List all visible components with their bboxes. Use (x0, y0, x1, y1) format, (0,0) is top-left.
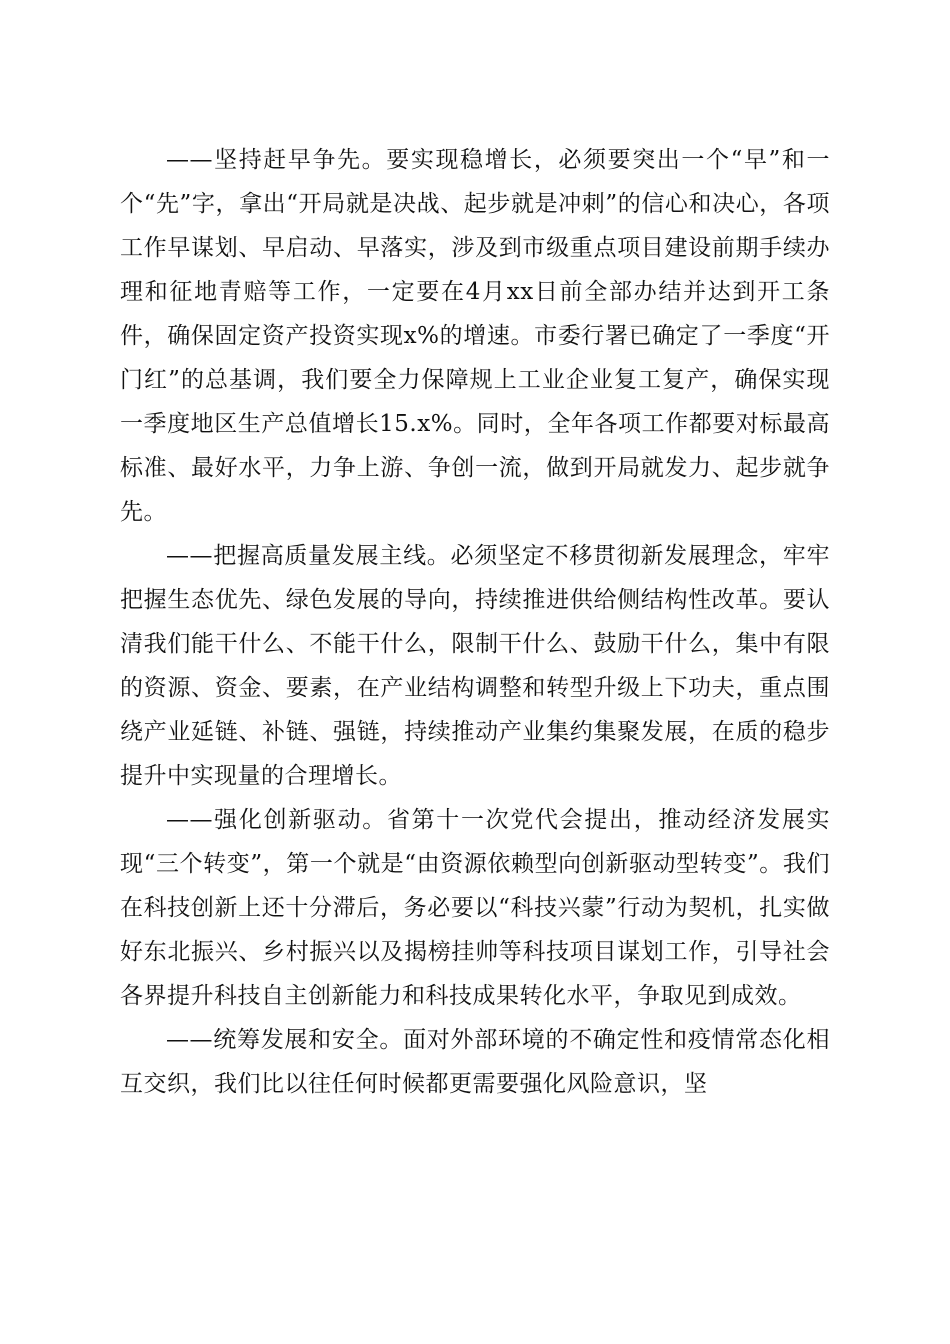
paragraph-early-first: ——坚持赶早争先。要实现稳增长，必须要突出一个“早”和一个“先”字，拿出“开局就是决战、起步就是冲刺”的信心和决心，各项工作早谋划、早启动、早落实，涉及到市级重点项目建设前期手续办理和征地青赔等工作，一定要在4月xx日前全部办结并达到开工条件，确保固定资产投资实现x%的增速。市委行署已确定了一季度“开门红”的总基调，我们要全力保障规上工业企业复工复产，确保实现一季度地区生产总值增长15.x%。同时，全年各项工作都要对标最高标准、最好水平，力争上游、争创一流，做到开局就发力、起步就争先。 (120, 147, 830, 525)
document-body (120, 138, 830, 1106)
paragraph-innovation: ——强化创新驱动。省第十一次党代会提出，推动经济发展实现“三个转变”，第一个就是“由资源依赖型向创新驱动型转变”。我们在科技创新上还十分滞后，务必要以“科技兴蒙”行动为契机，扎实做好东北振兴、乡村振兴以及揭榜挂帅等科技项目谋划工作，引导社会各界提升科技自主创新能力和科技成果转化水平，争取见到成效。 (120, 807, 830, 1009)
paragraph-high-quality: ——把握高质量发展主线。必须坚定不移贯彻新发展理念，牢牢把握生态优先、绿色发展的导向，持续推进供给侧结构性改革。要认清我们能干什么、不能干什么，限制干什么、鼓励干什么，集中有限的资源、资金、要素，在产业结构调整和转型升级上下功夫，重点围绕产业延链、补链、强链，持续推动产业集约集聚发展，在质的稳步提升中实现量的合理增长。 (120, 543, 830, 789)
paragraph-security: ——统筹发展和安全。面对外部环境的不确定性和疫情常态化相互交织，我们比以往任何时候都更需要强化风险意识，坚 (120, 1027, 830, 1097)
